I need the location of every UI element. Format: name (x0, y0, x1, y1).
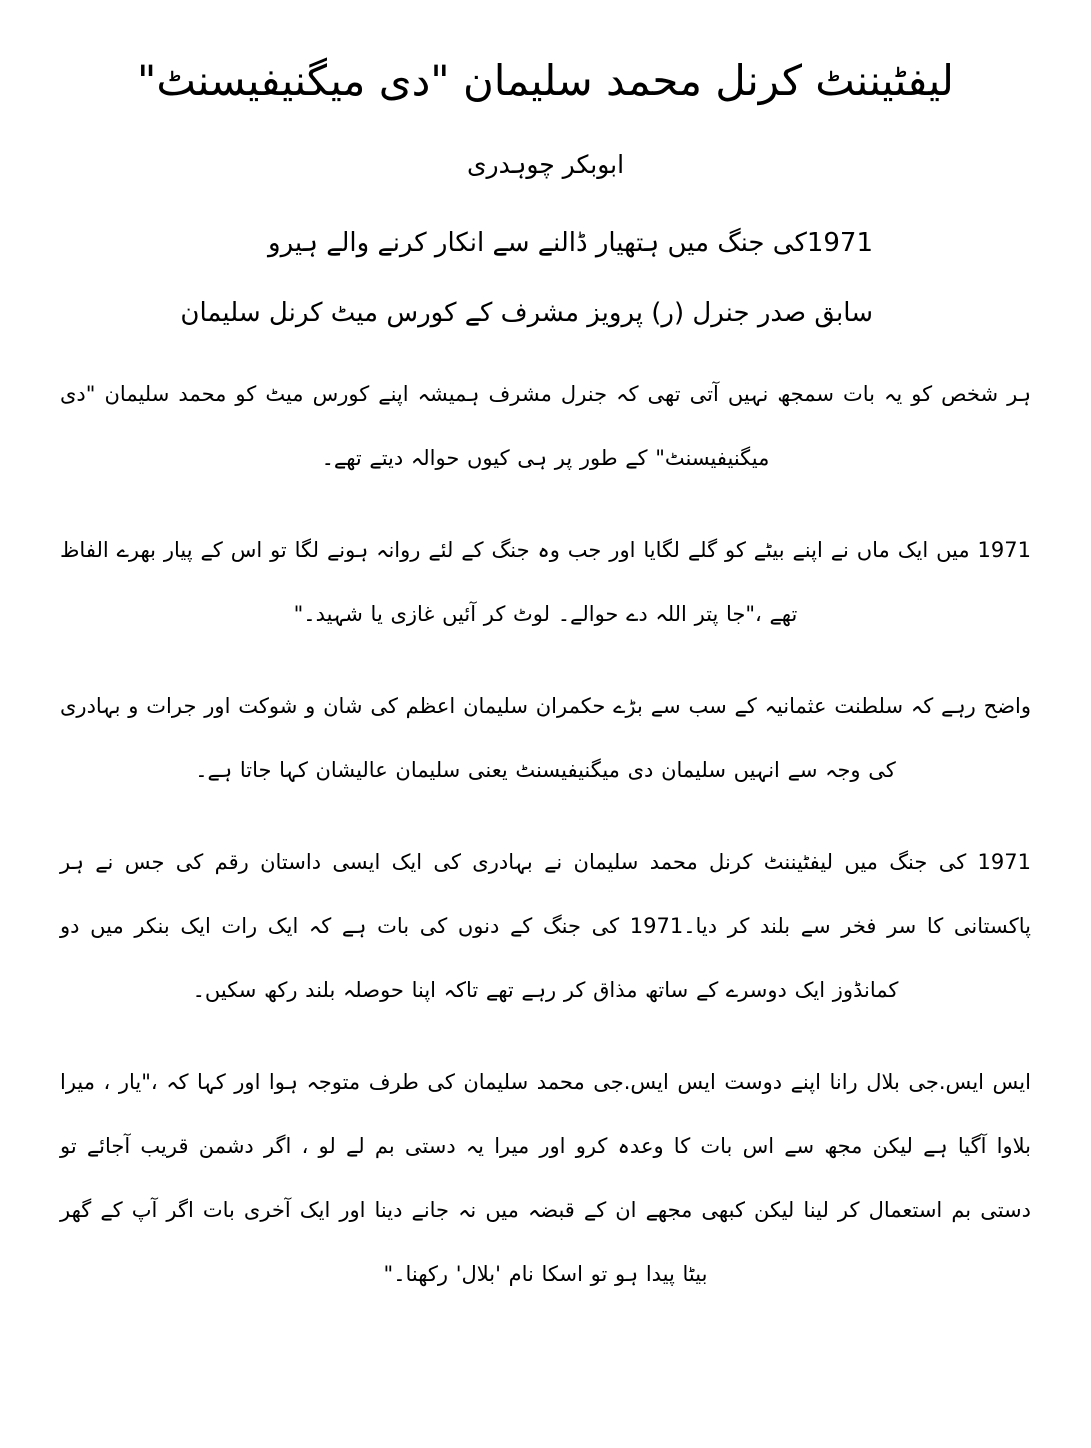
article-title: لیفٹیننٹ کرنل محمد سلیمان "دی میگنیفیسنٹ" (137, 56, 954, 105)
intro-line-2: سابق صدر جنرل (ر) پرویز مشرف کے کورس میٹ کرنل سلیمان (180, 298, 873, 329)
body-paragraph-4: 1971 کی جنگ میں لیفٹیننٹ کرنل محمد سلیمان نے بہادری کی ایک ایسی داستان رقم کی جس نے ہر پاکستانی کا سر فخر سے بلند کر دیا۔1971 کی جنگ کے دنوں کی بات ہے کہ ایک رات ایک بنکر میں دو کمانڈوز ایک دوسرے کے ساتھ مذاق کر رہے تھے تاکہ اپنا حوصلہ بلند رکھ سکیں۔ (60, 850, 1031, 1003)
body-paragraph-2: 1971 میں ایک ماں نے اپنے بیٹے کو گلے لگایا اور جب وہ جنگ کے لئے روانہ ہونے لگا تو اس کے پیار بھرے الفاظ تھے ،"جا پتر اللہ دے حوالے۔ لوٹ کر آئیں غازی یا شہید۔" (60, 538, 1031, 627)
body-paragraph-1: ہر شخص کو یہ بات سمجھ نہیں آتی تھی کہ جنرل مشرف ہمیشہ اپنے کورس میٹ کو محمد سلیمان "دی میگنیفیسنٹ" کے طور پر ہی کیوں حوالہ دیتے تھے۔ (60, 382, 1031, 471)
intro-line-1: 1971کی جنگ میں ہتھیار ڈالنے سے انکار کرنے والے ہیرو (268, 228, 873, 259)
author-byline: ابوبکر چوہدری (466, 150, 625, 180)
body-paragraph-3: واضح رہے کہ سلطنت عثمانیہ کے سب سے بڑے حکمران سلیمان اعظم کی شان و شوکت اور جرات و بہادری کی وجہ سے انہیں سلیمان دی میگنیفیسنٹ یعنی سلیمان عالیشان کہا جاتا ہے۔ (60, 694, 1031, 783)
body-paragraph-5: ایس ایس.جی بلال رانا اپنے دوست ایس ایس.جی محمد سلیمان کی طرف متوجہ ہوا اور کہا کہ ،"یار ، میرا بلاوا آگیا ہے لیکن مجھ سے اس بات کا وعدہ کرو اور میرا یہ دستی بم لے لو ، اگر دشمن قریب آجائے تو دستی بم استعمال کر لینا لیکن کبھی مجھے ان کے قبضہ میں نہ جانے دینا اور ایک آخری بات اگر آپ کے گھر بیٹا پیدا ہو تو اسکا نام 'بلال' رکھنا۔" (60, 1070, 1032, 1287)
intro-block (60, 208, 1031, 348)
